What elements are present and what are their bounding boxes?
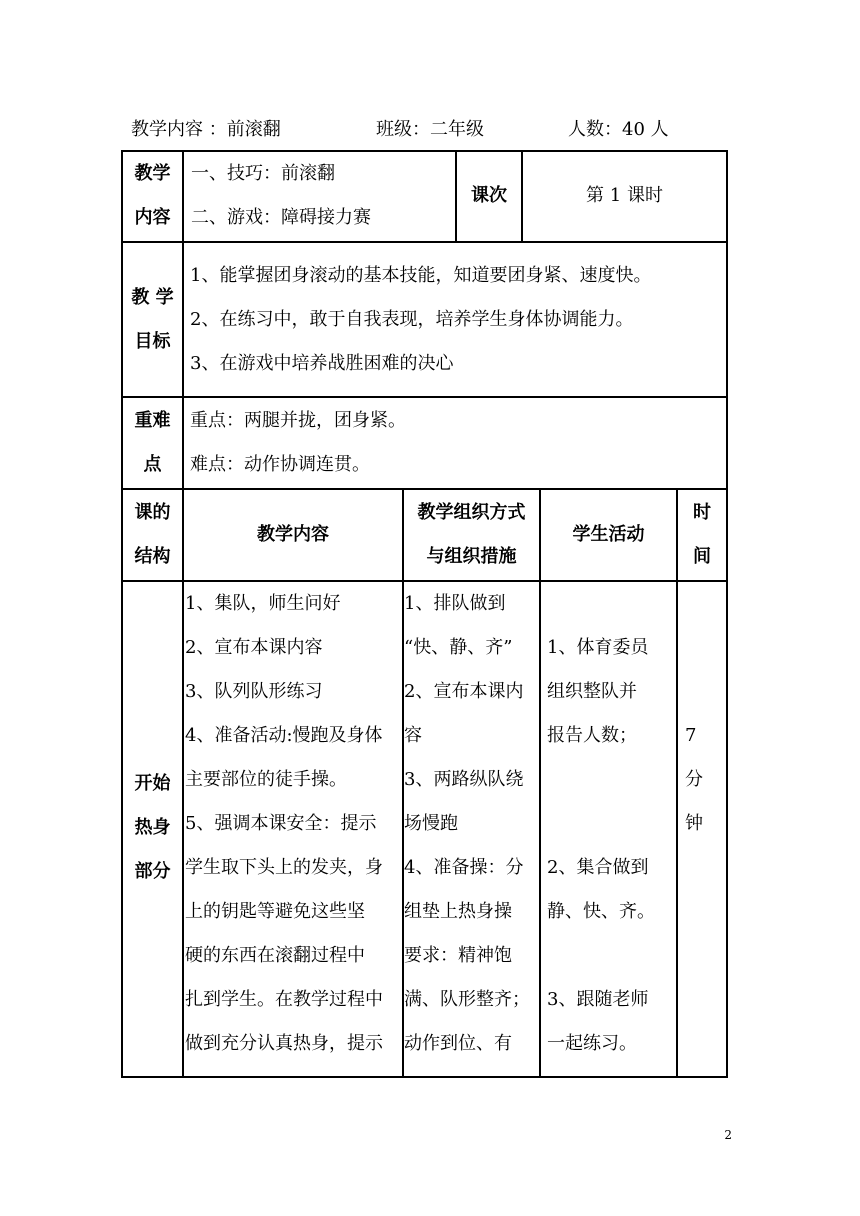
warmup-section-label: 开始 热身 部分	[134, 773, 171, 882]
col-content-header: 教学内容	[257, 524, 329, 545]
lesson-number-label: 课次	[471, 185, 507, 206]
col-structure-header: 课的 结构	[134, 502, 171, 567]
teaching-content-label: 教学 内容	[134, 163, 171, 228]
col-time-header: 时 间	[693, 502, 711, 567]
warmup-organization: 1、排队做到 “快、静、齐” 2、宣布本课内 容 3、两路纵队绕 场慢跑 4、准备操：分 组垫上热身操 要求：精神饱 满、队形整齐； 动作到位、有	[404, 593, 530, 1054]
col-org-header: 教学组织方式 与组织措施	[417, 502, 526, 567]
key-difficulty-items: 重点：两腿并拢，团身紧。 难点：动作协调连贯。	[190, 410, 406, 475]
warmup-content: 1、集队，师生问好 2、宣布本课内容 3、队列队形练习 4、准备活动:慢跑及身体 主要部位的徒手操。 5、强调本课安全：提示 学生取下头上的发夹，身 上的钥匙等避免这些坚 硬的东西在滚翻过程中 扎到学生。在教学过程中 做到充分认真热身，提示	[185, 593, 383, 1054]
warmup-time: 7 分 钟	[685, 725, 703, 834]
lesson-number-value: 第 1 课时	[586, 185, 663, 206]
teaching-content-items: 一、技巧：前滚翻 二、游戏：障碍接力赛	[191, 163, 371, 228]
col-student-header: 学生活动	[572, 524, 645, 545]
teaching-goal-items: 1、能掌握团身滚动的基本技能，知道要团身紧、速度快。 2、在练习中，敢于自我表现，培养学生身体协调能力。 3、在游戏中培养战胜困难的决心	[190, 265, 652, 374]
teaching-goal-label: 教 学 目标	[131, 287, 174, 352]
header-class: 班级：二年级	[376, 119, 484, 140]
page-number: 2	[724, 1128, 732, 1142]
header-content: 教学内容 ：前滚翻	[131, 119, 281, 140]
warmup-student-activity: 1、体育委员 组织整队并 报告人数； 2、集合做到 静、快、齐。 3、跟随老师 一起练习。	[547, 637, 655, 1054]
header-count: 人数：40 人	[568, 119, 669, 140]
key-difficulty-label: 重难 点	[134, 410, 171, 475]
